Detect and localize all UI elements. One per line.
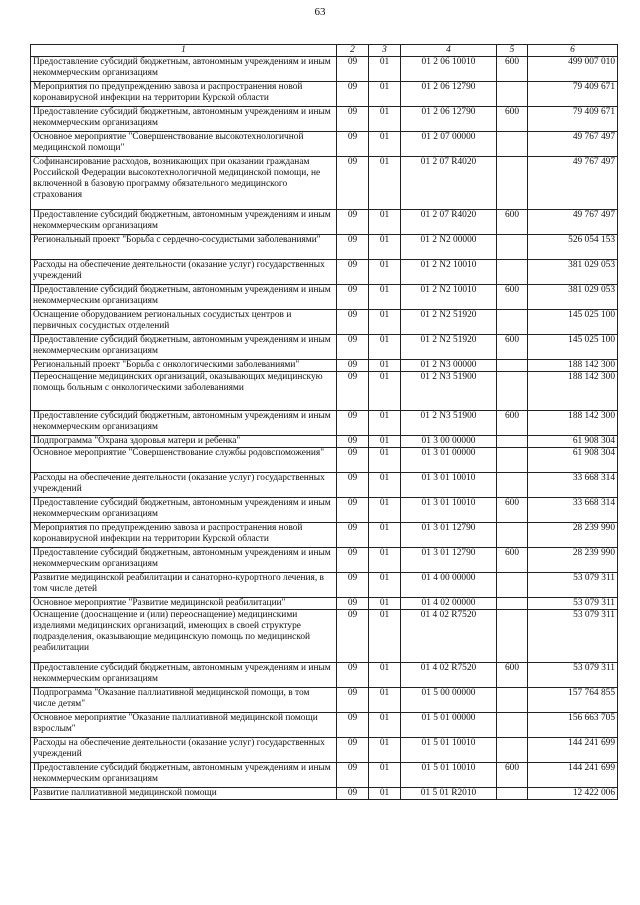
row-target-code-cell: 01 5 01 10010 (401, 738, 497, 763)
row-target-code-cell: 01 2 07 00000 (401, 132, 497, 157)
row-amount-cell: 53 079 311 (528, 663, 618, 688)
row-section-cell: 09 (337, 82, 369, 107)
row-subsection-cell: 01 (369, 610, 401, 663)
row-name-cell: Переоснащение медицинских организаций, оказывающих медицинскую помощь больным с онкологическими заболеваниями (31, 372, 337, 411)
row-target-code-cell: 01 2 N2 51920 (401, 335, 497, 360)
row-subsection-cell: 01 (369, 598, 401, 610)
row-expense-type-cell: 600 (497, 411, 528, 436)
row-subsection-cell: 01 (369, 235, 401, 260)
row-section-cell: 09 (337, 688, 369, 713)
row-subsection-cell: 01 (369, 548, 401, 573)
row-name-cell: Предоставление субсидий бюджетным, автономным учреждениям и иным некоммерческим организациям (31, 663, 337, 688)
row-subsection-cell: 01 (369, 107, 401, 132)
page-number: 63 (314, 6, 326, 18)
row-section-cell: 09 (337, 610, 369, 663)
row-section-cell: 09 (337, 260, 369, 285)
row-section-cell: 09 (337, 548, 369, 573)
row-name-cell: Основное мероприятие "Совершенствование службы родовспоможения" (31, 448, 337, 473)
table-row (31, 523, 618, 548)
row-section-cell: 09 (337, 107, 369, 132)
row-expense-type-cell (497, 360, 528, 372)
table-row (31, 738, 618, 763)
row-section-cell: 09 (337, 738, 369, 763)
row-subsection-cell: 01 (369, 448, 401, 473)
row-amount-cell: 157 764 855 (528, 688, 618, 713)
row-target-code-cell: 01 4 02 R7520 (401, 610, 497, 663)
row-amount-cell: 381 029 053 (528, 260, 618, 285)
row-target-code-cell: 01 4 02 R7520 (401, 663, 497, 688)
row-target-code-cell: 01 5 01 10010 (401, 763, 497, 788)
row-subsection-cell: 01 (369, 82, 401, 107)
row-section-cell: 09 (337, 335, 369, 360)
row-section-cell: 09 (337, 663, 369, 688)
row-expense-type-cell (497, 738, 528, 763)
row-subsection-cell: 01 (369, 310, 401, 335)
header-col-3: 3 (369, 45, 401, 57)
row-amount-cell: 49 767 497 (528, 210, 618, 235)
table-row (31, 57, 618, 82)
row-expense-type-cell (497, 573, 528, 598)
row-expense-type-cell (497, 448, 528, 473)
table-row (31, 498, 618, 523)
budget-table (30, 44, 618, 800)
table-row (31, 573, 618, 598)
row-name-cell: Региональный проект "Борьба с сердечно-сосудистыми заболеваниями" (31, 235, 337, 260)
row-amount-cell: 53 079 311 (528, 598, 618, 610)
row-name-cell: Предоставление субсидий бюджетным, автономным учреждениям и иным некоммерческим организациям (31, 763, 337, 788)
row-subsection-cell: 01 (369, 436, 401, 448)
row-section-cell: 09 (337, 788, 369, 800)
row-amount-cell: 49 767 497 (528, 132, 618, 157)
row-section-cell: 09 (337, 436, 369, 448)
row-expense-type-cell (497, 713, 528, 738)
row-amount-cell: 61 908 304 (528, 448, 618, 473)
row-expense-type-cell (497, 132, 528, 157)
row-name-cell: Оснащение (дооснащение и (или) переоснащение) медицинскими изделиями медицинских организаций, имеющих в своей структуре подразделения, оказывающие медицинскую помощь по медицинской реабилитации (31, 610, 337, 663)
row-subsection-cell: 01 (369, 473, 401, 498)
row-expense-type-cell (497, 235, 528, 260)
row-amount-cell: 188 142 300 (528, 411, 618, 436)
row-name-cell: Основное мероприятие "Совершенствование высокотехнологичной медицинской помощи" (31, 132, 337, 157)
table-row (31, 448, 618, 473)
row-section-cell: 09 (337, 713, 369, 738)
row-expense-type-cell: 600 (497, 57, 528, 82)
row-name-cell: Предоставление субсидий бюджетным, автономным учреждениям и иным некоммерческим организациям (31, 498, 337, 523)
row-section-cell: 09 (337, 157, 369, 210)
row-name-cell: Софинансирование расходов, возникающих при оказании гражданам Российской Федерации высокотехнологичной медицинской помощи, не включенной в базовую программу обязательного медицинского страхования (31, 157, 337, 210)
table-row (31, 157, 618, 210)
table-row (31, 310, 618, 335)
row-target-code-cell: 01 5 00 00000 (401, 688, 497, 713)
row-target-code-cell: 01 2 N2 10010 (401, 260, 497, 285)
table-row (31, 688, 618, 713)
row-subsection-cell: 01 (369, 523, 401, 548)
row-target-code-cell: 01 5 01 R2010 (401, 788, 497, 800)
row-expense-type-cell: 600 (497, 210, 528, 235)
table-row (31, 663, 618, 688)
row-section-cell: 09 (337, 523, 369, 548)
row-expense-type-cell (497, 788, 528, 800)
row-subsection-cell: 01 (369, 372, 401, 411)
row-expense-type-cell: 600 (497, 498, 528, 523)
table-row (31, 260, 618, 285)
table-row (31, 598, 618, 610)
row-subsection-cell: 01 (369, 411, 401, 436)
row-name-cell: Расходы на обеспечение деятельности (оказание услуг) государственных учреждений (31, 738, 337, 763)
row-amount-cell: 33 668 314 (528, 473, 618, 498)
table-row (31, 788, 618, 800)
table-row (31, 82, 618, 107)
row-amount-cell: 53 079 311 (528, 573, 618, 598)
row-expense-type-cell (497, 523, 528, 548)
row-amount-cell: 53 079 311 (528, 610, 618, 663)
row-amount-cell: 499 007 010 (528, 57, 618, 82)
table-row (31, 548, 618, 573)
row-name-cell: Предоставление субсидий бюджетным, автономным учреждениям и иным некоммерческим организациям (31, 548, 337, 573)
row-subsection-cell: 01 (369, 335, 401, 360)
row-subsection-cell: 01 (369, 360, 401, 372)
row-name-cell: Предоставление субсидий бюджетным, автономным учреждениям и иным некоммерческим организациям (31, 411, 337, 436)
row-subsection-cell: 01 (369, 713, 401, 738)
header-col-2: 2 (337, 45, 369, 57)
row-expense-type-cell: 600 (497, 285, 528, 310)
row-name-cell: Предоставление субсидий бюджетным, автономным учреждениям и иным некоммерческим организациям (31, 57, 337, 82)
row-expense-type-cell (497, 598, 528, 610)
row-amount-cell: 381 029 053 (528, 285, 618, 310)
row-target-code-cell: 01 2 06 10010 (401, 57, 497, 82)
row-name-cell: Мероприятия по предупреждению завоза и распространения новой коронавирусной инфекции на территории Курской области (31, 523, 337, 548)
row-expense-type-cell: 600 (497, 548, 528, 573)
row-target-code-cell: 01 2 06 12790 (401, 82, 497, 107)
row-amount-cell: 33 668 314 (528, 498, 618, 523)
header-col-4: 4 (401, 45, 497, 57)
table-row (31, 763, 618, 788)
row-amount-cell: 28 239 990 (528, 548, 618, 573)
row-target-code-cell: 01 4 02 00000 (401, 598, 497, 610)
row-amount-cell: 79 409 671 (528, 82, 618, 107)
row-name-cell: Региональный проект "Борьба с онкологическими заболеваниями" (31, 360, 337, 372)
row-expense-type-cell (497, 610, 528, 663)
row-subsection-cell: 01 (369, 788, 401, 800)
row-target-code-cell: 01 4 00 00000 (401, 573, 497, 598)
row-section-cell: 09 (337, 235, 369, 260)
table-row (31, 107, 618, 132)
row-amount-cell: 188 142 300 (528, 372, 618, 411)
row-expense-type-cell (497, 372, 528, 411)
row-expense-type-cell (497, 310, 528, 335)
row-target-code-cell: 01 2 N3 51900 (401, 372, 497, 411)
row-section-cell: 09 (337, 411, 369, 436)
row-amount-cell: 12 422 006 (528, 788, 618, 800)
row-name-cell: Предоставление субсидий бюджетным, автономным учреждениям и иным некоммерческим организациям (31, 210, 337, 235)
header-col-5: 5 (497, 45, 528, 57)
row-section-cell: 09 (337, 598, 369, 610)
header-col-1: 1 (31, 45, 337, 57)
table-row (31, 610, 618, 663)
row-amount-cell: 188 142 300 (528, 360, 618, 372)
row-amount-cell: 49 767 497 (528, 157, 618, 210)
row-name-cell: Оснащение оборудованием региональных сосудистых центров и первичных сосудистых отделений (31, 310, 337, 335)
row-expense-type-cell: 600 (497, 663, 528, 688)
row-subsection-cell: 01 (369, 763, 401, 788)
row-section-cell: 09 (337, 498, 369, 523)
row-name-cell: Подпрограмма "Охрана здоровья матери и ребенка" (31, 436, 337, 448)
table-row (31, 372, 618, 411)
row-name-cell: Основное мероприятие "Оказание паллиативной медицинской помощи взрослым" (31, 713, 337, 738)
row-expense-type-cell: 600 (497, 335, 528, 360)
row-target-code-cell: 01 2 06 12790 (401, 107, 497, 132)
row-subsection-cell: 01 (369, 663, 401, 688)
row-name-cell: Расходы на обеспечение деятельности (оказание услуг) государственных учреждений (31, 473, 337, 498)
row-subsection-cell: 01 (369, 688, 401, 713)
row-subsection-cell: 01 (369, 498, 401, 523)
row-section-cell: 09 (337, 473, 369, 498)
row-section-cell: 09 (337, 285, 369, 310)
table-row (31, 235, 618, 260)
row-subsection-cell: 01 (369, 157, 401, 210)
row-name-cell: Предоставление субсидий бюджетным, автономным учреждениям и иным некоммерческим организациям (31, 107, 337, 132)
row-target-code-cell: 01 2 N2 51920 (401, 310, 497, 335)
row-expense-type-cell (497, 260, 528, 285)
row-subsection-cell: 01 (369, 285, 401, 310)
row-name-cell: Мероприятия по предупреждению завоза и распространения новой коронавирусной инфекции на территории Курской области (31, 82, 337, 107)
row-target-code-cell: 01 5 01 00000 (401, 713, 497, 738)
row-target-code-cell: 01 3 01 10010 (401, 473, 497, 498)
row-section-cell: 09 (337, 210, 369, 235)
row-target-code-cell: 01 2 07 R4020 (401, 157, 497, 210)
row-section-cell: 09 (337, 372, 369, 411)
table-body (31, 57, 618, 800)
row-name-cell: Предоставление субсидий бюджетным, автономным учреждениям и иным некоммерческим организациям (31, 335, 337, 360)
row-expense-type-cell (497, 157, 528, 210)
row-amount-cell: 156 663 705 (528, 713, 618, 738)
row-target-code-cell: 01 3 01 10010 (401, 498, 497, 523)
row-subsection-cell: 01 (369, 132, 401, 157)
row-amount-cell: 144 241 699 (528, 763, 618, 788)
row-name-cell: Основное мероприятие "Развитие медицинской реабилитации" (31, 598, 337, 610)
row-amount-cell: 79 409 671 (528, 107, 618, 132)
row-section-cell: 09 (337, 132, 369, 157)
row-expense-type-cell (497, 473, 528, 498)
table-row (31, 335, 618, 360)
row-target-code-cell: 01 2 N2 10010 (401, 285, 497, 310)
row-target-code-cell: 01 3 01 12790 (401, 523, 497, 548)
row-amount-cell: 145 025 100 (528, 335, 618, 360)
row-section-cell: 09 (337, 573, 369, 598)
row-name-cell: Подпрограмма "Оказание паллиативной медицинской помощи, в том числе детям" (31, 688, 337, 713)
row-name-cell: Развитие медицинской реабилитации и санаторно-курортного лечения, в том числе детей (31, 573, 337, 598)
row-name-cell: Развитие паллиативной медицинской помощи (31, 788, 337, 800)
row-section-cell: 09 (337, 310, 369, 335)
table-row (31, 473, 618, 498)
row-expense-type-cell (497, 436, 528, 448)
row-expense-type-cell: 600 (497, 763, 528, 788)
row-target-code-cell: 01 2 07 R4020 (401, 210, 497, 235)
table-row (31, 713, 618, 738)
row-amount-cell: 28 239 990 (528, 523, 618, 548)
row-section-cell: 09 (337, 763, 369, 788)
row-target-code-cell: 01 3 01 12790 (401, 548, 497, 573)
row-subsection-cell: 01 (369, 260, 401, 285)
row-section-cell: 09 (337, 448, 369, 473)
row-expense-type-cell (497, 688, 528, 713)
row-subsection-cell: 01 (369, 57, 401, 82)
table-row (31, 285, 618, 310)
row-amount-cell: 144 241 699 (528, 738, 618, 763)
row-section-cell: 09 (337, 360, 369, 372)
row-subsection-cell: 01 (369, 210, 401, 235)
row-amount-cell: 61 908 304 (528, 436, 618, 448)
row-expense-type-cell (497, 82, 528, 107)
table-row (31, 360, 618, 372)
row-section-cell: 09 (337, 57, 369, 82)
table-row (31, 436, 618, 448)
header-col-6: 6 (528, 45, 618, 57)
row-amount-cell: 145 025 100 (528, 310, 618, 335)
row-subsection-cell: 01 (369, 738, 401, 763)
row-target-code-cell: 01 2 N3 00000 (401, 360, 497, 372)
header-row (31, 45, 618, 57)
row-target-code-cell: 01 3 01 00000 (401, 448, 497, 473)
row-name-cell: Предоставление субсидий бюджетным, автономным учреждениям и иным некоммерческим организациям (31, 285, 337, 310)
row-target-code-cell: 01 2 N3 51900 (401, 411, 497, 436)
row-name-cell: Расходы на обеспечение деятельности (оказание услуг) государственных учреждений (31, 260, 337, 285)
row-amount-cell: 526 054 153 (528, 235, 618, 260)
row-target-code-cell: 01 2 N2 00000 (401, 235, 497, 260)
table-row (31, 411, 618, 436)
row-subsection-cell: 01 (369, 573, 401, 598)
row-target-code-cell: 01 3 00 00000 (401, 436, 497, 448)
table-row (31, 132, 618, 157)
row-expense-type-cell: 600 (497, 107, 528, 132)
table-row (31, 210, 618, 235)
